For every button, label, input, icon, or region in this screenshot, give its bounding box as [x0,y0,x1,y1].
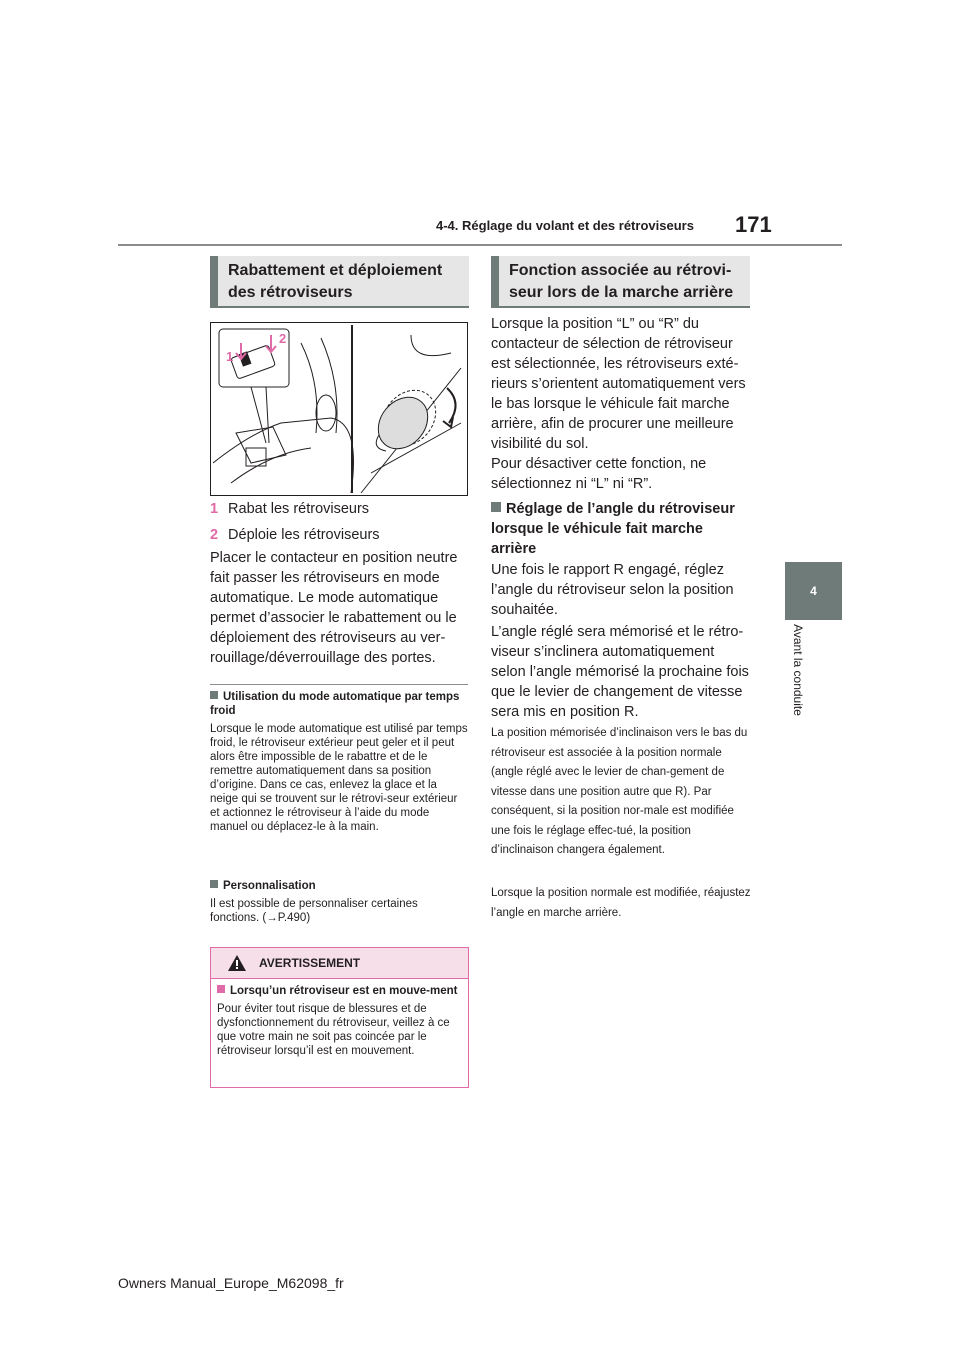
page-number: 171 [735,212,772,237]
note-title: Utilisation du mode automatique par temps froid [210,691,460,717]
note-text: Il est possible de personnaliser certaines fonctions. (→P.490) [210,898,418,924]
warning-content [217,984,463,1058]
warning-header [211,948,468,979]
section-heading-folding: Rabattement et déploiement des rétroviseurs [210,256,469,308]
warning-triangle-icon [227,954,247,972]
bullet-square-icon [210,691,218,699]
note-personalisation [210,879,468,925]
readjust-note: Lorsque la position normale est modifiée, réajustez l’angle en marche arrière. [491,887,751,919]
list-item [210,499,470,519]
angle-paragraph-2: L’angle réglé sera mémorisé et le rétro-viseur s’inclinera automatiquement selon l’angle mémorisé la prochaine fois que le levier de changement de vitesse sera mis en position R. [491,624,749,720]
warning-label: AVERTISSEMENT [259,956,361,970]
bullet-square-icon [217,985,225,993]
note-text: Lorsque le mode automatique est utilisé par temps froid, le rétroviseur extérieur peut geler et il peut alors être impossible de le rabattre et de le remettre automatiquement dans sa position d’origine. Dans ce cas, enlevez la glace et la neige qui se trouvent sur le rétrovi-seur extérieur et actionnez le rétroviseur à l’aide du mode manuel ou déplacez-le à la main. [210,723,468,833]
item-text: Déploie les rétroviseurs [228,527,380,543]
warning-box [210,947,469,1088]
intro-paragraph: Placer le contacteur en position neutre fait passer les rétroviseurs en mode automatique. Le mode automatique permet d’associer le rabattement ou le déploiement des rétroviseurs au ver-rouillage/déverrouillage des portes. [210,550,458,666]
chapter-tab: 4 [785,562,842,620]
angle-subheading [491,499,751,559]
chapter-label: Avant la conduite [791,624,805,716]
subheading-text: Réglage de l’angle du rétroviseur lorsque le véhicule fait marche arrière [491,501,735,557]
header-section-title: 4-4. Réglage du volant et des rétroviseurs [436,218,694,233]
angle-paragraph-1: Une fois le rapport R engagé, réglez l’angle du rétroviseur selon la position souhaitée. [491,562,734,618]
mirror-illustration-graphic [211,323,467,495]
item-number: 2 [210,527,219,543]
note-cold-weather [210,690,468,834]
mirror-switch-illustration [210,322,468,496]
reverse-paragraph-1: Lorsque la position “L” ou “R” du contacteur de sélection de rétroviseur est sélectionnée, les rétroviseurs exté-rieurs s’orientent automatiquement vers le bas lorsque le véhicule fait marche arrière, afin de procurer une meilleure visibilité du sol. [491,316,746,452]
item-text: Rabat les rétroviseurs [228,501,370,517]
numbered-list [210,499,470,545]
warning-title: Lorsqu’un rétroviseur est en mouve-ment [230,985,458,997]
item-number: 1 [210,501,219,517]
list-item [210,525,470,545]
reverse-paragraph-2: Pour désactiver cette fonction, ne sélectionnez ni “L” ni “R”. [491,456,707,492]
note-divider [210,684,468,685]
illustration-label-1: 1 [226,349,234,364]
footer-manual-id: Owners Manual_Europe_M62098_fr [118,1275,344,1291]
memory-note: La position mémorisée d’inclinaison vers le bas du rétroviseur est associée à la position normale (angle réglé avec le levier de chan-gement de vitesse dans une position autre que R). Par conséquent, si la position nor-male est modifiée une fois le réglage effec-tué, la position d’inclinaison changera également. [491,727,748,856]
bullet-square-icon [491,502,501,512]
illustration-label-2: 2 [279,331,287,346]
warning-text: Pour éviter tout risque de blessures et de dysfonctionnement du rétroviseur, veillez à ce que votre main ne soit pas coincée par le rétroviseur lorsqu’il est en mouvement. [217,1003,450,1057]
bullet-square-icon [210,880,218,888]
section-heading-reverse: Fonction associée au rétrovi-seur lors de la marche arrière [491,256,750,308]
note-title: Personnalisation [223,880,316,892]
header-rule [118,244,842,246]
